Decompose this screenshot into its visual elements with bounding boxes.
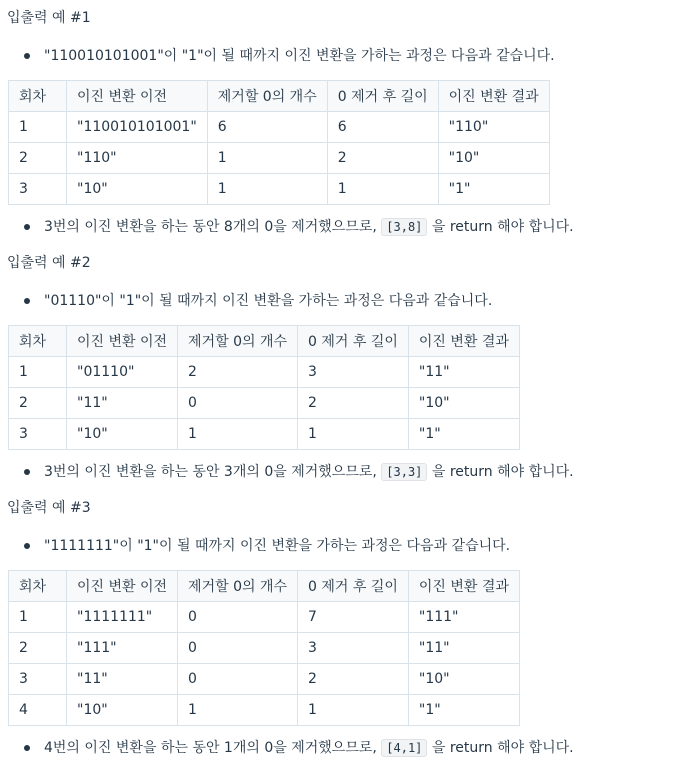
table-cell: 1 (207, 174, 327, 205)
table-row (9, 664, 520, 695)
table-row (9, 633, 520, 664)
table-cell: "11" (67, 388, 178, 419)
table-cell: 1 (178, 695, 298, 726)
table-row (9, 695, 520, 726)
table-cell: "111" (67, 633, 178, 664)
table-row (9, 602, 520, 633)
table-cell: "110" (438, 112, 549, 143)
table-cell: 2 (298, 388, 409, 419)
table-cell: "10" (67, 695, 178, 726)
table-cell: "11" (408, 633, 519, 664)
table-cell: "1" (408, 419, 519, 450)
summary-text-after: 을 return 해야 합니다. (427, 740, 574, 756)
col-before: 이진 변환 이전 (67, 326, 178, 357)
table-cell: 3 (9, 664, 67, 695)
table-cell: 2 (178, 357, 298, 388)
table-cell: 3 (9, 419, 67, 450)
table-cell: 0 (178, 388, 298, 419)
example-1-title: 입출력 예 #1 (7, 10, 91, 26)
table-cell: "10" (67, 419, 178, 450)
example-3-summary-text (44, 738, 574, 758)
table-row (9, 143, 550, 174)
table-cell: "110" (67, 143, 208, 174)
table-cell: 6 (207, 112, 327, 143)
table-cell: 7 (298, 602, 409, 633)
table-row (9, 419, 520, 450)
table-cell: 1 (207, 143, 327, 174)
example-2-summary-text (44, 462, 574, 482)
table-cell: 2 (9, 633, 67, 664)
summary-text-after: 을 return 해야 합니다. (427, 464, 574, 480)
table-cell: "10" (67, 174, 208, 205)
table-cell: "111" (408, 602, 519, 633)
answer-code: [3,3] (381, 463, 427, 481)
table-cell: "1" (438, 174, 549, 205)
summary-text-after: 을 return 해야 합니다. (427, 219, 574, 235)
table-cell: 1 (9, 602, 67, 633)
table-cell: 3 (298, 357, 409, 388)
summary-text-before: 3번의 이진 변환을 하는 동안 8개의 0을 제거했으므로, (44, 219, 382, 235)
bullet-icon (24, 745, 30, 751)
table-cell: 1 (178, 419, 298, 450)
example-1-table (8, 80, 550, 205)
table-cell: 0 (178, 633, 298, 664)
table-row (9, 388, 520, 419)
table-cell: 3 (9, 174, 67, 205)
table-header-row (9, 326, 520, 357)
table-cell: 1 (9, 112, 67, 143)
col-result: 이진 변환 결과 (408, 326, 519, 357)
table-cell: 0 (178, 602, 298, 633)
table-cell: 2 (9, 143, 67, 174)
table-cell: "1111111" (67, 602, 178, 633)
table-cell: 4 (9, 695, 67, 726)
table-cell: "1" (408, 695, 519, 726)
bullet-icon (24, 543, 30, 549)
table-header-row (9, 571, 520, 602)
example-3-title: 입출력 예 #3 (7, 500, 91, 516)
col-before: 이진 변환 이전 (67, 81, 208, 112)
example-3-table (8, 570, 520, 726)
col-zeros: 제거할 0의 개수 (178, 571, 298, 602)
col-zeros: 제거할 0의 개수 (207, 81, 327, 112)
col-result: 이진 변환 결과 (438, 81, 549, 112)
table-row (9, 174, 550, 205)
table-cell: "10" (408, 388, 519, 419)
table-cell: 2 (9, 388, 67, 419)
bullet-icon (24, 298, 30, 304)
table-cell: "110010101001" (67, 112, 208, 143)
bullet-icon (24, 53, 30, 59)
table-cell: 1 (327, 174, 438, 205)
table-cell: 0 (178, 664, 298, 695)
col-length: 0 제거 후 길이 (298, 326, 409, 357)
example-2-title: 입출력 예 #2 (7, 255, 91, 271)
bullet-icon (24, 469, 30, 475)
table-cell: 3 (298, 633, 409, 664)
table-cell: 1 (298, 419, 409, 450)
example-1-summary-text (44, 217, 574, 237)
table-cell: "11" (67, 664, 178, 695)
table-cell: "01110" (67, 357, 178, 388)
example-3-intro-text: "1111111"이 "1"이 될 때까지 이진 변환을 가하는 과정은 다음과 같습니다. (44, 538, 511, 554)
col-length: 0 제거 후 길이 (327, 81, 438, 112)
col-round: 회차 (9, 326, 67, 357)
summary-text-before: 3번의 이진 변환을 하는 동안 3개의 0을 제거했으므로, (44, 464, 382, 480)
col-round: 회차 (9, 81, 67, 112)
table-cell: "10" (438, 143, 549, 174)
table-cell: 2 (327, 143, 438, 174)
summary-text-before: 4번의 이진 변환을 하는 동안 1개의 0을 제거했으므로, (44, 740, 382, 756)
col-zeros: 제거할 0의 개수 (178, 326, 298, 357)
col-before: 이진 변환 이전 (67, 571, 178, 602)
table-cell: 1 (9, 357, 67, 388)
col-result: 이진 변환 결과 (408, 571, 519, 602)
table-cell: 1 (298, 695, 409, 726)
example-2-intro-text: "01110"이 "1"이 될 때까지 이진 변환을 가하는 과정은 다음과 같습니다. (44, 293, 493, 309)
col-round: 회차 (9, 571, 67, 602)
bullet-icon (24, 224, 30, 230)
answer-code: [4,1] (381, 739, 427, 757)
table-cell: "11" (408, 357, 519, 388)
table-header-row (9, 81, 550, 112)
table-cell: "10" (408, 664, 519, 695)
answer-code: [3,8] (381, 218, 427, 236)
col-length: 0 제거 후 길이 (298, 571, 409, 602)
example-2-table (8, 325, 520, 450)
table-row (9, 112, 550, 143)
table-row (9, 357, 520, 388)
table-cell: 6 (327, 112, 438, 143)
example-1-intro-text: "110010101001"이 "1"이 될 때까지 이진 변환을 가하는 과정은 다음과 같습니다. (44, 48, 555, 64)
table-cell: 2 (298, 664, 409, 695)
